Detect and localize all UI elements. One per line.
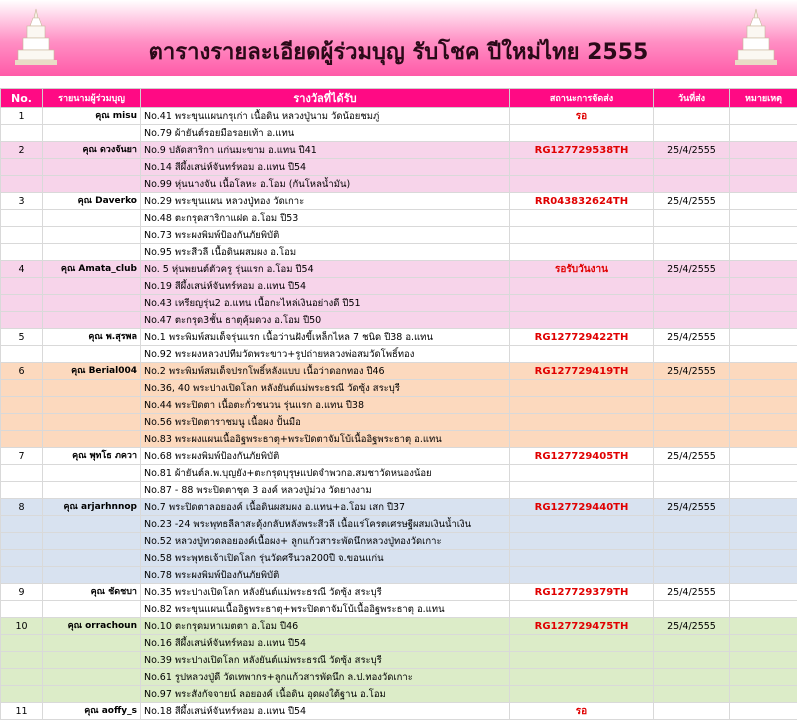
prize-cell: No.87 - 88 พระปิดตาชุด 3 องค์ หลวงปู่ม่วง วัดยางงาม <box>141 482 510 499</box>
row-number-cell: 3 <box>1 193 43 210</box>
participant-name-cell <box>43 601 141 618</box>
page-title: ตารางรายละเอียดผู้ร่วมบุญ รับโชค ปีใหม่ไทย 2555 <box>70 34 727 69</box>
note-cell <box>730 533 797 550</box>
table-row <box>1 635 797 652</box>
ship-date-cell: 25/4/2555 <box>654 448 730 465</box>
ship-date-cell <box>654 465 730 482</box>
participant-name-cell <box>43 635 141 652</box>
table-row <box>1 142 797 159</box>
shipping-status-cell <box>510 465 654 482</box>
shipping-status-cell <box>510 159 654 176</box>
participant-name-cell: คุณ misu <box>43 108 141 125</box>
ship-date-cell <box>654 346 730 363</box>
note-cell <box>730 431 797 448</box>
table-row <box>1 499 797 516</box>
prize-cell: No.18 สีผึ้งเสน่ห์จันทร์หอม อ.แทน ปี54 <box>141 703 510 720</box>
note-cell <box>730 227 797 244</box>
row-number-cell: 7 <box>1 448 43 465</box>
table-row <box>1 176 797 193</box>
table-row <box>1 652 797 669</box>
prize-cell: No.48 ตะกรุดสาริกาแฝด อ.โอม ปี53 <box>141 210 510 227</box>
ship-date-cell <box>654 159 730 176</box>
note-cell <box>730 397 797 414</box>
shipping-status-cell: RG127729419TH <box>510 363 654 380</box>
shipping-status-cell <box>510 686 654 703</box>
prize-cell: No.44 พระปิดตา เนื้อตะกั่วชนวน รุ่นแรก อ.แทน ปี38 <box>141 397 510 414</box>
table-row <box>1 261 797 278</box>
table-row <box>1 193 797 210</box>
participant-name-cell <box>43 550 141 567</box>
note-cell <box>730 618 797 635</box>
participant-name-cell <box>43 397 141 414</box>
title-banner <box>0 0 797 76</box>
note-cell <box>730 329 797 346</box>
participant-name-cell <box>43 176 141 193</box>
prize-cell: No.92 พระผงหลวงปทีมวัดพระขาว+รูปถ่ายหลวงพ่อสมวัดโพธิ์ทอง <box>141 346 510 363</box>
row-number-cell <box>1 431 43 448</box>
table-row <box>1 414 797 431</box>
ship-date-cell <box>654 431 730 448</box>
participant-name-cell <box>43 482 141 499</box>
row-number-cell: 6 <box>1 363 43 380</box>
ship-date-cell: 25/4/2555 <box>654 142 730 159</box>
prize-cell: No.2 พระพิมพ์สมเด็จปรกโพธิ์หลังแบบ เนื้อว่าดอกทอง ปี46 <box>141 363 510 380</box>
header-date: วันที่ส่ง <box>654 89 730 108</box>
table-row <box>1 125 797 142</box>
ship-date-cell <box>654 108 730 125</box>
table-row <box>1 669 797 686</box>
table-row <box>1 108 797 125</box>
shipping-status-cell <box>510 431 654 448</box>
prize-cell: No.10 ตะกรุดมหาเมตตา อ.โอม ปี46 <box>141 618 510 635</box>
table-row <box>1 244 797 261</box>
ship-date-cell <box>654 278 730 295</box>
shipping-status-cell <box>510 533 654 550</box>
participant-name-cell: คุณ พ.สุรพล <box>43 329 141 346</box>
ship-date-cell <box>654 601 730 618</box>
table-row <box>1 295 797 312</box>
note-cell <box>730 380 797 397</box>
table-body <box>1 108 797 720</box>
ship-date-cell <box>654 652 730 669</box>
note-cell <box>730 363 797 380</box>
row-number-cell <box>1 159 43 176</box>
participant-name-cell <box>43 278 141 295</box>
ship-date-cell <box>654 312 730 329</box>
ship-date-cell <box>654 397 730 414</box>
prize-cell: No.52 หลวงปู่ทวดลอยองค์เนื้อผง+ ลูกแก้วสาระพัดนึกหลวงปู่ทองวัดเกาะ <box>141 533 510 550</box>
participant-name-cell: คุณ arjarhnnop <box>43 499 141 516</box>
ship-date-cell <box>654 669 730 686</box>
prize-cell: No.43 เหรียญรุ่น2 อ.แทน เนื้อกะไหล่เงินอย่างดี ปี51 <box>141 295 510 312</box>
shipping-status-cell <box>510 397 654 414</box>
row-number-cell <box>1 346 43 363</box>
row-number-cell: 9 <box>1 584 43 601</box>
row-number-cell <box>1 533 43 550</box>
row-number-cell: 5 <box>1 329 43 346</box>
prize-cell: No.78 พระผงพิมพ์ป้องกันภัยพิบัติ <box>141 567 510 584</box>
prize-cell: No.73 พระผงพิมพ์ป้องกันภัยพิบัติ <box>141 227 510 244</box>
prize-cell: No. 5 หุ่นพยนต์ตัวครู รุ่นแรก อ.โอม ปี54 <box>141 261 510 278</box>
participant-name-cell: คุณ Berial004 <box>43 363 141 380</box>
shipping-status-cell <box>510 601 654 618</box>
participant-name-cell <box>43 380 141 397</box>
prize-cell: No.97 พระสังกัจจายน์ ลอยองค์ เนื้อดิน อุดผงใต้ฐาน อ.โอม <box>141 686 510 703</box>
header-note: หมายเหตุ <box>730 89 797 108</box>
prize-cell: No.9 ปลัดสาริกา แก่นมะขาม อ.แทน ปี41 <box>141 142 510 159</box>
row-number-cell <box>1 669 43 686</box>
row-number-cell <box>1 465 43 482</box>
row-number-cell <box>1 550 43 567</box>
ship-date-cell <box>654 295 730 312</box>
ship-date-cell <box>654 516 730 533</box>
shipping-status-cell <box>510 278 654 295</box>
note-cell <box>730 244 797 261</box>
header-name: รายนามผู้ร่วมบุญ <box>43 89 141 108</box>
table-header-row <box>1 89 797 108</box>
ship-date-cell <box>654 210 730 227</box>
note-cell <box>730 346 797 363</box>
prize-cell: No.47 ตะกรุด3ชั้น ธาตุคุ้มดวง อ.โอม ปี50 <box>141 312 510 329</box>
row-number-cell <box>1 278 43 295</box>
row-number-cell: 1 <box>1 108 43 125</box>
participant-name-cell <box>43 652 141 669</box>
table-row <box>1 278 797 295</box>
ship-date-cell <box>654 703 730 720</box>
row-number-cell <box>1 227 43 244</box>
ship-date-cell: 25/4/2555 <box>654 261 730 278</box>
row-number-cell: 10 <box>1 618 43 635</box>
ship-date-cell: 25/4/2555 <box>654 363 730 380</box>
ship-date-cell: 25/4/2555 <box>654 193 730 210</box>
note-cell <box>730 448 797 465</box>
table-row <box>1 380 797 397</box>
table-row <box>1 567 797 584</box>
participant-name-cell <box>43 669 141 686</box>
shipping-status-cell <box>510 669 654 686</box>
table-row <box>1 550 797 567</box>
participant-name-cell <box>43 567 141 584</box>
row-number-cell <box>1 516 43 533</box>
prize-cell: No.56 พระปิดตาราชมนู เนื้อผง ปั้นมือ <box>141 414 510 431</box>
prize-cell: No.68 พระผงพิมพ์ป้องกันภัยพิบัติ <box>141 448 510 465</box>
row-number-cell: 8 <box>1 499 43 516</box>
row-number-cell <box>1 652 43 669</box>
participant-name-cell <box>43 533 141 550</box>
shipping-status-cell: รอ <box>510 703 654 720</box>
ship-date-cell <box>654 125 730 142</box>
participant-name-cell: คุณ ชัดชบา <box>43 584 141 601</box>
shipping-status-cell <box>510 516 654 533</box>
prize-cell: No.14 สีผึ้งเสน่ห์จันทร์หอม อ.แทน ปี54 <box>141 159 510 176</box>
ship-date-cell <box>654 567 730 584</box>
participant-name-cell <box>43 346 141 363</box>
prize-cell: No.1 พระพิมพ์สมเด็จรุ่นแรก เนื้อว่านฝังขี้เหล็กไหล 7 ชนิด ปี38 อ.แทน <box>141 329 510 346</box>
row-number-cell <box>1 567 43 584</box>
participant-name-cell <box>43 295 141 312</box>
prize-cell: No.83 พระผงแผนเนื้ออิฐพระธาตุ+พระปิดตาจัมโบ้เนื้ออิฐพระธาตุ อ.แทน <box>141 431 510 448</box>
note-cell <box>730 465 797 482</box>
table-row <box>1 346 797 363</box>
temple-icon-right <box>734 8 778 66</box>
note-cell <box>730 261 797 278</box>
prize-cell: No.41 พระขุนแผนกรุเก่า เนื้อดิน หลวงปู่นาม วัดน้อยชมภู่ <box>141 108 510 125</box>
prize-cell: No.79 ผ้ายันต์รอยมือรอยเท้า อ.แทน <box>141 125 510 142</box>
note-cell <box>730 142 797 159</box>
row-number-cell: 4 <box>1 261 43 278</box>
note-cell <box>730 210 797 227</box>
participant-name-cell <box>43 465 141 482</box>
participant-name-cell <box>43 159 141 176</box>
row-number-cell <box>1 482 43 499</box>
header-no: No. <box>1 89 43 108</box>
shipping-status-cell <box>510 346 654 363</box>
temple-icon-left <box>14 8 58 66</box>
table-row <box>1 533 797 550</box>
prize-cell: No.19 สีผึ้งเสน่ห์จันทร์หอม อ.แทน ปี54 <box>141 278 510 295</box>
ship-date-cell <box>654 380 730 397</box>
shipping-status-cell: RG127729538TH <box>510 142 654 159</box>
note-cell <box>730 601 797 618</box>
note-cell <box>730 499 797 516</box>
note-cell <box>730 516 797 533</box>
table-row <box>1 465 797 482</box>
note-cell <box>730 108 797 125</box>
note-cell <box>730 703 797 720</box>
participant-name-cell <box>43 125 141 142</box>
table-row <box>1 448 797 465</box>
table-row <box>1 516 797 533</box>
row-number-cell <box>1 210 43 227</box>
prize-cell: No.99 หุ่นนางจัน เนื้อโลหะ อ.โอม (กันโหลน้ำมัน) <box>141 176 510 193</box>
table-row <box>1 618 797 635</box>
table-row <box>1 431 797 448</box>
ship-date-cell <box>654 227 730 244</box>
prize-cell: No.35 พระปางเปิดโลก หลังยันต์แม่พระธรณี วัดซุ้ง สระบุรี <box>141 584 510 601</box>
table-row <box>1 584 797 601</box>
shipping-status-cell <box>510 635 654 652</box>
row-number-cell <box>1 380 43 397</box>
header-prize: รางวัลที่ได้รับ <box>141 89 510 108</box>
note-cell <box>730 414 797 431</box>
shipping-status-cell: RR043832624TH <box>510 193 654 210</box>
table-row <box>1 397 797 414</box>
row-number-cell <box>1 414 43 431</box>
table-row <box>1 482 797 499</box>
shipping-status-cell <box>510 652 654 669</box>
participant-name-cell: คุณ aoffy_s <box>43 703 141 720</box>
participant-name-cell: คุณ Daverko <box>43 193 141 210</box>
shipping-status-cell <box>510 482 654 499</box>
shipping-status-cell: RG127729405TH <box>510 448 654 465</box>
shipping-status-cell <box>510 312 654 329</box>
table-row <box>1 686 797 703</box>
prize-cell: No.58 พระพุทธเจ้าเปิดโลก รุ่นวัดศรีนวล200ปี จ.ขอนแก่น <box>141 550 510 567</box>
table-row <box>1 601 797 618</box>
row-number-cell <box>1 125 43 142</box>
participant-name-cell <box>43 686 141 703</box>
participant-name-cell <box>43 431 141 448</box>
table-row <box>1 210 797 227</box>
shipping-status-cell <box>510 567 654 584</box>
participant-name-cell <box>43 414 141 431</box>
shipping-status-cell <box>510 295 654 312</box>
prize-cell: No.16 สีผึ้งเสน่ห์จันทร์หอม อ.แทน ปี54 <box>141 635 510 652</box>
shipping-status-cell: RG127729475TH <box>510 618 654 635</box>
participant-name-cell: คุณ orrachoun <box>43 618 141 635</box>
row-number-cell <box>1 397 43 414</box>
row-number-cell <box>1 312 43 329</box>
note-cell <box>730 635 797 652</box>
participant-name-cell: คุณ ดวงจันยา <box>43 142 141 159</box>
prize-cell: No.23 -24 พระพุทธลีลาสะดุ้งกลับหลังพระสีวลี เนื้อแร่โครตเศรษฐีผสมเงินน้ำเงิน <box>141 516 510 533</box>
row-number-cell <box>1 635 43 652</box>
prize-cell: No.39 พระปางเปิดโลก หลังยันต์แม่พระธรณี วัดซุ้ง สระบุรี <box>141 652 510 669</box>
ship-date-cell <box>654 244 730 261</box>
table-row <box>1 312 797 329</box>
participant-name-cell <box>43 227 141 244</box>
note-cell <box>730 669 797 686</box>
row-number-cell: 11 <box>1 703 43 720</box>
note-cell <box>730 125 797 142</box>
prize-cell: No.81 ผ้ายันต์ล.พ.บุญยัง+ตะกรุดบุรุษแปดจำพวกอ.สมชาวัดหนองน้อย <box>141 465 510 482</box>
note-cell <box>730 159 797 176</box>
ship-date-cell <box>654 482 730 499</box>
note-cell <box>730 652 797 669</box>
shipping-status-cell <box>510 125 654 142</box>
shipping-status-cell <box>510 227 654 244</box>
participants-table <box>0 88 797 720</box>
row-number-cell: 2 <box>1 142 43 159</box>
shipping-status-cell: รอรับวันงาน <box>510 261 654 278</box>
row-number-cell <box>1 176 43 193</box>
note-cell <box>730 193 797 210</box>
ship-date-cell: 25/4/2555 <box>654 584 730 601</box>
shipping-status-cell <box>510 210 654 227</box>
shipping-status-cell <box>510 176 654 193</box>
row-number-cell <box>1 601 43 618</box>
prize-cell: No.36, 40 พระปางเปิดโลก หลังยันต์แม่พระธรณี วัดซุ้ง สระบุรี <box>141 380 510 397</box>
participant-name-cell <box>43 516 141 533</box>
shipping-status-cell: RG127729440TH <box>510 499 654 516</box>
ship-date-cell <box>654 533 730 550</box>
ship-date-cell <box>654 550 730 567</box>
table-row <box>1 159 797 176</box>
shipping-status-cell <box>510 380 654 397</box>
ship-date-cell <box>654 686 730 703</box>
shipping-status-cell <box>510 244 654 261</box>
prize-cell: No.29 พระขุนแผน หลวงปู่ทอง วัดเกาะ <box>141 193 510 210</box>
prize-cell: No.7 พระปิดตาลอยองค์ เนื้อดินผสมผง อ.แทน+อ.โอม เสก ปี37 <box>141 499 510 516</box>
table-row <box>1 227 797 244</box>
participant-name-cell: คุณ Amata_club <box>43 261 141 278</box>
shipping-status-cell: รอ <box>510 108 654 125</box>
ship-date-cell: 25/4/2555 <box>654 329 730 346</box>
note-cell <box>730 567 797 584</box>
header-status: สถานะการจัดส่ง <box>510 89 654 108</box>
note-cell <box>730 584 797 601</box>
ship-date-cell: 25/4/2555 <box>654 499 730 516</box>
note-cell <box>730 295 797 312</box>
note-cell <box>730 550 797 567</box>
table-row <box>1 363 797 380</box>
prize-cell: No.95 พระสีวลี เนื้อดินผสมผง อ.โอม <box>141 244 510 261</box>
participant-name-cell <box>43 210 141 227</box>
ship-date-cell <box>654 414 730 431</box>
shipping-status-cell: RG127729422TH <box>510 329 654 346</box>
ship-date-cell: 25/4/2555 <box>654 618 730 635</box>
participant-name-cell <box>43 244 141 261</box>
shipping-status-cell <box>510 414 654 431</box>
row-number-cell <box>1 244 43 261</box>
row-number-cell <box>1 686 43 703</box>
row-number-cell <box>1 295 43 312</box>
note-cell <box>730 312 797 329</box>
table-row <box>1 329 797 346</box>
shipping-status-cell: RG127729379TH <box>510 584 654 601</box>
participant-name-cell: คุณ พุทโธ ภควา <box>43 448 141 465</box>
prize-cell: No.61 รูปหลวงปู่ดี วัดเทพากร+ลูกแก้วสารพัดนึก ล.ป.ทองวัดเกาะ <box>141 669 510 686</box>
ship-date-cell <box>654 635 730 652</box>
note-cell <box>730 278 797 295</box>
note-cell <box>730 176 797 193</box>
shipping-status-cell <box>510 550 654 567</box>
prize-cell: No.82 พระขุนแผนเนื้ออิฐพระธาตุ+พระปิดตาจัมโบ้เนื้ออิฐพระธาตุ อ.แทน <box>141 601 510 618</box>
ship-date-cell <box>654 176 730 193</box>
note-cell <box>730 482 797 499</box>
note-cell <box>730 686 797 703</box>
table-row <box>1 703 797 720</box>
participant-name-cell <box>43 312 141 329</box>
